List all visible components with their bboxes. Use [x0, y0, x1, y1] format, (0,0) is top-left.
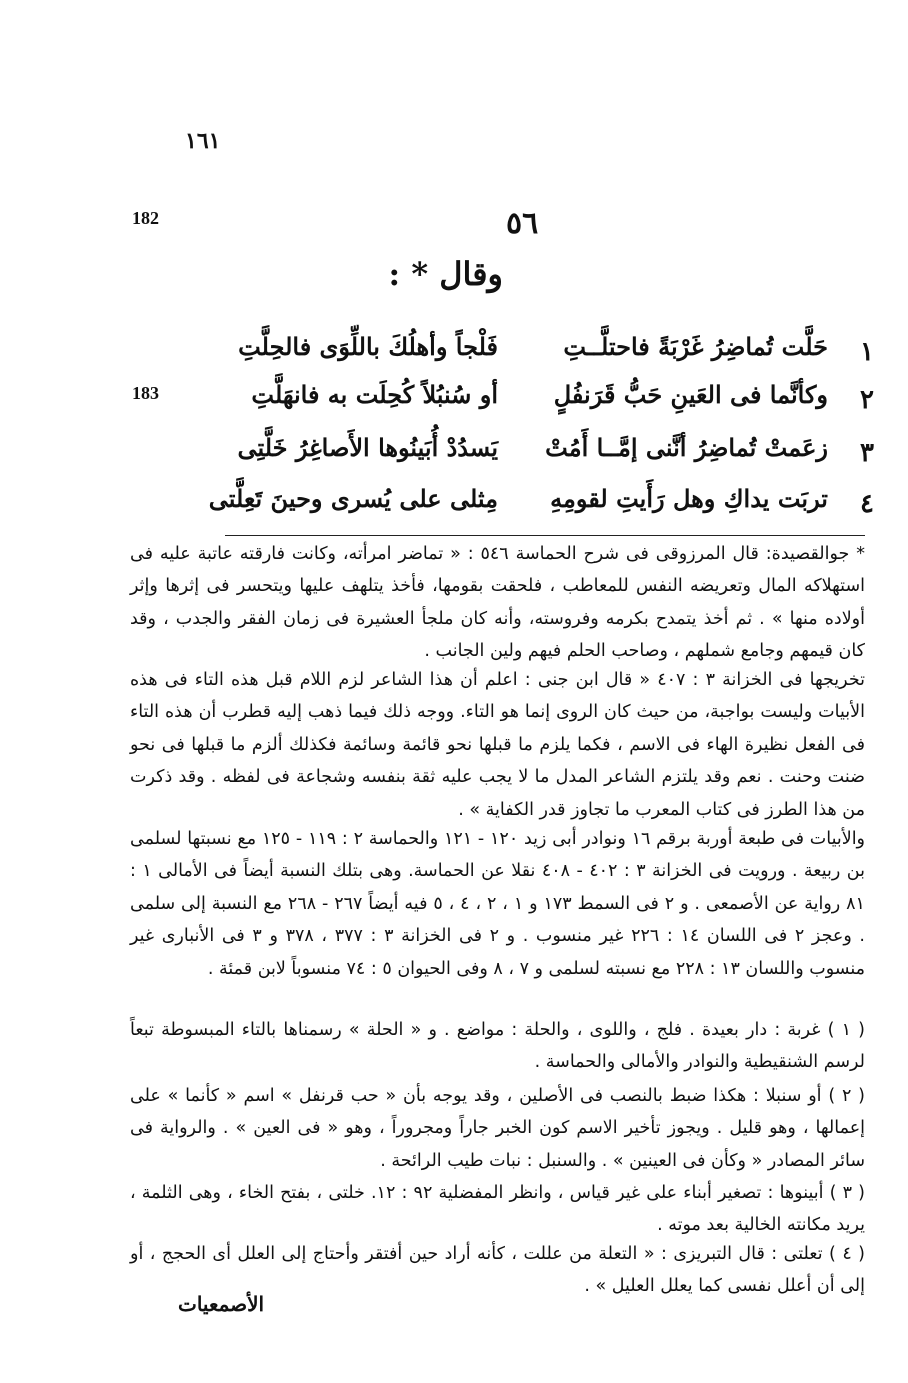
verse-first-hemistich: تربَت يداكِ وهل رَأَيتِ لقومِهِ — [550, 484, 828, 513]
book-title-footer: الأصمعيات — [178, 1292, 265, 1316]
original-page-marker-middle: 183 — [132, 383, 159, 403]
footnote-2: ( ٢ ) أو سنبلا : هكذا ضبط بالنصب فى الأصلين ، وقد يوجه بأن « حب قرنفل » اسم « كأنما » على إعمالها ، وهو قليل . ويجوز تأخير الاسم كون الخبر جاراً ومجروراً ، وهو « فى العين » . والرواية فى سائر المصادر « وكأن فى العينين » . والسنبل : نبات طيب الرائحة . — [130, 1086, 866, 1171]
verse-second-hemistich: يَسدُدْ أُبَينُوها الأَصاغِرُ خَلَّتِى — [237, 433, 498, 462]
verse-number: ١ — [860, 337, 874, 367]
poem-number: ٥٦ — [506, 206, 539, 241]
verse-second-hemistich: أو سُنبُلاً كُحِلَت به فانهَلَّتِ — [251, 380, 498, 409]
footnote-4: ( ٤ ) تعلتى : قال التبريزى : « التعلة من عللت ، كأنه أراد حين أفتقر وأحتاج إلى العلل أى الحجج ، أو إلى أن أعلل نفسى كما يعلل العليل » . — [130, 1244, 865, 1297]
footnote-1: ( ١ ) غربة : دار بعيدة . فلج ، واللوى ، والحلة : مواضع . و « الحلة » رسمناها بالتاء المبسوطة تبعاً لرسم الشنقيطية والنوادر والأمالى والحماسة . — [130, 1020, 866, 1073]
verse-number: ٣ — [860, 438, 874, 468]
footnote-divider — [225, 535, 865, 536]
page-number: ١٦١ — [185, 128, 221, 154]
note-takhrij: تخريجها فى الخزانة ٣ : ٤٠٧ « قال ابن جنى : اعلم أن هذا الشاعر لزم اللام قبل هذه التاء فى هذه الأبيات وليست بواجبة، من حيث كان الروى إنما هو التاء. ووجه ذلك فيما ذهب إليه قطرب أن هذه التاء فى الفعل نظيرة الهاء فى الاسم ، فكما يلزم ما قبلها نحو قائمة وسائمة فكذلك ألزم ما قبلها فى نحو ضنت وحنت . نعم وقد يلتزم الشاعر المدل ما لا يجب عليه ثقة بنفسه وشجاعة فى لفظه . وقد ذكرت من هذا الطرز فى كتاب المعرب ما تجاوز قدر الكفاية » . — [130, 670, 866, 820]
verse-first-hemistich: وكأنَّما فى العَينِ حَبُّ قَرَنفُلٍ — [553, 380, 828, 409]
original-page-marker-top: 182 — [132, 208, 159, 228]
verse-number: ٢ — [860, 385, 874, 415]
verse-second-hemistich: فَلْجاً وأهلُكَ باللِّوَى فالحِلَّتِ — [238, 332, 498, 361]
verse-first-hemistich: زعَمتْ تُماضِرُ أنَّنى إمَّــا أَمُتْ — [545, 433, 828, 462]
verse-second-hemistich: مِثلى على يُسرى وحينَ تَعِلَّتى — [208, 484, 498, 513]
note-sources: والأبيات فى طبعة أوربة برقم ١٦ ونوادر أبى زيد ١٢٠ - ١٢١ والحماسة ٢ : ١١٩ - ١٢٥ مع نسبتها لسلمى بن ربيعة . ورويت فى الخزانة ٣ : ٤٠٢ - ٤٠٨ نقلا عن الحماسة. وهى بتلك النسبة أيضاً فى الأمالى ١ : ٨١ رواية عن الأصمعى . و ٢ فى السمط ١٧٣ و ١ ، ٢ ، ٤ ، ٥ فيه أيضاً ٢٦٧ - ٢٦٨ مع النسبة إلى سلمى . وعجز ٢ فى اللسان ١٤ : ٢٢٦ غير منسوب . و ٢ فى الخزانة ٣ : ٣٧٧ ، ٣٧٨ و ٣ فى الأنبارى غير منسوب واللسان ١٣ : ٢٢٨ مع نسبته لسلمى و ٧ ، ٨ وفى الحيوان ٥ : ٧٤ منسوباً لابن قمئة . — [130, 829, 866, 979]
verse-first-hemistich: حَلَّت تُماضِرُ غَرْبَةً فاحتلَّــتِ — [563, 332, 828, 361]
verse-number: ٤ — [860, 489, 874, 519]
note-about-poem: * جوالقصيدة: قال المرزوقى فى شرح الحماسة ٥٤٦ : « تماضر امرأته، وكانت فارقته عاتبة عليه فى استهلاكه المال وتعريضه النفس للمعاطب ، فلحقت بقومها، فأخذ يتلهف عليها ويتحسر فى إثرها وإثر أولاده منها » . ثم أخذ يتمدح بكرمه وفروسته، وأنه كان ملجأ العشيرة فى زمان الفقر والجدب ، وقد كان قيمهم وجامع شملهم ، وصاحب الحلم فيهم ولين الجانب . — [130, 544, 865, 662]
poem-intro: وقال * : — [388, 255, 503, 293]
footnote-3: ( ٣ ) أبينوها : تصغير أبناء على غير قياس ، وانظر المفضلية ٩٢ : ١٢. خلتى ، بفتح الخاء ، وهى الثلمة ، يريد مكانته الخالية بعد موته . — [130, 1183, 866, 1236]
